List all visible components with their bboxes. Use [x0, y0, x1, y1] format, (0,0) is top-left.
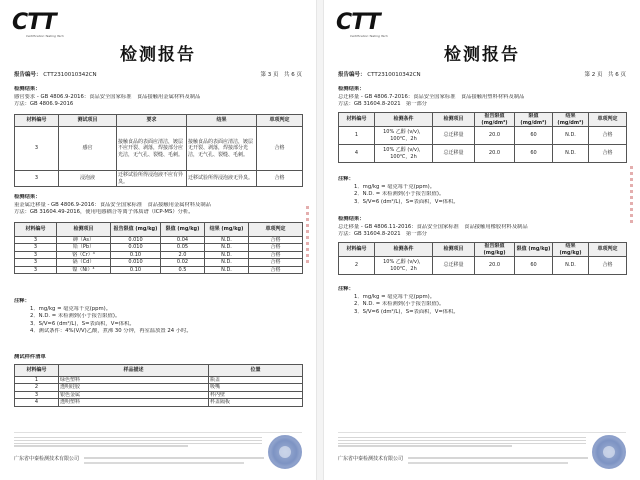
- parts-list-section: [14, 354, 302, 362]
- table-cell: 3: [15, 259, 57, 266]
- table-cell: N.D.: [553, 127, 589, 145]
- sensory-table: [14, 114, 303, 187]
- col-header: 限值 (mg/dm²): [515, 113, 553, 127]
- plastic-migration-table: [338, 112, 627, 163]
- table-cell: 合格: [257, 171, 303, 187]
- note-item: 2．N.D. = 未检测到(小于报告限值)。: [30, 313, 121, 320]
- table-cell: 0.05: [161, 244, 205, 251]
- table-cell: 3: [15, 244, 57, 251]
- table-cell: N.D.: [205, 251, 249, 258]
- note-item: 4．测试条件：4%(V/V)乙酸，煮沸 30 分钟，再室温放置 24 小时。: [30, 328, 192, 335]
- certification-seal-icon: [268, 435, 302, 469]
- notes-heading: 注释：: [338, 286, 354, 292]
- table-header-row: [339, 113, 627, 127]
- table-cell: 浸泡液: [59, 171, 117, 187]
- note-item: 1．mg/kg = 毫克每千克(ppm)。: [354, 183, 436, 190]
- table-cell: 铬（Cr）⁴: [57, 251, 111, 258]
- note-item: 3．S/V=6 (dm²/L)，S=表面积，V=体积。: [354, 198, 459, 205]
- col-header: 测试项目: [59, 115, 117, 127]
- col-header: 报告限值 (mg/kg): [111, 223, 161, 237]
- table-cell: 总迁移量: [433, 145, 475, 163]
- col-header: 检测条件: [375, 113, 433, 127]
- table-cell: N.D.: [205, 266, 249, 273]
- table-cell: 合格: [589, 257, 627, 275]
- table-cell: 吸嘴: [209, 384, 303, 391]
- method-line: 方法：GB 31604.49-2016，使用电感耦合等离子体质谱（ICP-MS）分析。: [14, 209, 194, 216]
- method-line: 方法：GB 31604.8-2021 第一部分: [338, 101, 428, 108]
- logo-tagline: Certification Testing Tech: [26, 34, 64, 38]
- page-gutter: [316, 0, 324, 480]
- table-cell: 迁移试验所得浸泡液不应有异臭。: [117, 171, 187, 187]
- col-header: 限值 (mg/kg): [161, 223, 205, 237]
- table-cell: 10% 乙醇 (v/v)，100℃，2h: [375, 257, 433, 275]
- table-row: [339, 257, 627, 275]
- logo-tagline: Certification Testing Tech: [350, 34, 388, 38]
- table-cell: 0.010: [111, 237, 161, 244]
- report-meta: [338, 70, 626, 80]
- report-number: [338, 70, 421, 78]
- notes-section: [14, 298, 302, 336]
- table-cell: 3: [15, 127, 59, 171]
- logo-text: CTT: [12, 10, 56, 35]
- section-heading: 检测结果：: [338, 216, 365, 222]
- table-cell: 4: [15, 399, 59, 406]
- table-row: [15, 266, 303, 273]
- report-meta: [14, 70, 302, 80]
- table-row: [15, 399, 303, 406]
- table-cell: 3: [15, 237, 57, 244]
- notes-heading: 注释：: [14, 298, 30, 304]
- table-cell: 合格: [589, 145, 627, 163]
- table-cell: 60: [515, 257, 553, 275]
- note-item: 1．mg/kg = 毫克每千克(ppm)。: [30, 305, 112, 312]
- table-cell: 迁移试验所得浸泡液无异臭。: [187, 171, 257, 187]
- table-row: [15, 391, 303, 398]
- standard-line: 感官要求 - GB 4806.9-2016：食品安全国家标准 食品接触用金属材料及制品: [14, 93, 201, 100]
- table-row: [15, 127, 303, 171]
- table-cell: 总迁移量: [433, 127, 475, 145]
- col-header: 位置: [209, 365, 303, 377]
- table-row: [15, 384, 303, 391]
- table-cell: 0.010: [111, 244, 161, 251]
- col-header: 检测项目: [57, 223, 111, 237]
- note-item: 3．S/V=6 (dm²/L)，S=表面积，V=体积。: [30, 320, 135, 327]
- report-page-2: [328, 6, 636, 474]
- table-cell: 0.04: [161, 237, 205, 244]
- table-row: [339, 127, 627, 145]
- rubber-migration-section: [338, 216, 626, 239]
- col-header: 检测条件: [375, 243, 433, 257]
- table-row: [15, 377, 303, 384]
- table-cell: 3: [15, 391, 59, 398]
- table-cell: 3: [15, 251, 57, 258]
- parts-table: [14, 364, 303, 407]
- col-header: 材料编号: [15, 223, 57, 237]
- report-number-value: CTT2310010342CN: [367, 72, 421, 78]
- standard-line: 总迁移量 - GB 4806.11-2016：食品安全国家标准 食品接触用橡胶材料及制品: [338, 223, 528, 230]
- col-header: 单项判定: [249, 223, 303, 237]
- table-cell: 接触食品的表面应清洁，镀层不应开裂、剥落，焊接部分应光洁，无气孔、裂缝、毛刺。: [117, 127, 187, 171]
- page-title: 检测报告: [120, 45, 196, 65]
- table-cell: 60: [515, 145, 553, 163]
- rubber-migration-table: [338, 242, 627, 275]
- standard-line: 总迁移量 - GB 4806.7-2016：食品安全国家标准 食品接触用塑料材料及制品: [338, 93, 525, 100]
- seal-stamp-strip: [306, 206, 309, 266]
- table-cell: 镍（Ni）⁴: [57, 266, 111, 273]
- note-item: 1．mg/kg = 毫克每千克(ppm)。: [354, 293, 436, 300]
- notes-section: [338, 176, 626, 206]
- table-cell: 绿色塑料: [59, 377, 209, 384]
- method-line: 方法：GB 31604.8-2021 第一部分: [338, 231, 428, 238]
- table-cell: 3: [15, 266, 57, 273]
- table-cell: 透明塑料: [59, 399, 209, 406]
- section-heading: 检测结果：: [338, 86, 365, 92]
- footer-fine-print: [14, 437, 262, 449]
- table-cell: 10% 乙醇 (v/v)，100℃，2h: [375, 127, 433, 145]
- page-indicator: 第 3 页 共 6 页: [260, 72, 302, 78]
- table-cell: 4: [339, 145, 375, 163]
- notes-heading: 注释：: [338, 176, 354, 182]
- table-cell: 1: [15, 377, 59, 384]
- parts-heading: 测试样件清单: [14, 354, 46, 360]
- table-row: [15, 237, 303, 244]
- footer-contact: [84, 457, 264, 459]
- note-item: 2．N.D. = 未检测到(小于报告限值)。: [354, 301, 445, 308]
- report-number-value: CTT2310010342CN: [43, 72, 97, 78]
- standard-line: 重金属迁移量 - GB 4806.9-2016：食品安全国家标准 食品接触用金属材料及制品: [14, 201, 211, 208]
- sensory-section: [14, 86, 302, 109]
- table-cell: 20.0: [475, 145, 515, 163]
- table-header-row: [15, 365, 303, 377]
- table-cell: N.D.: [553, 145, 589, 163]
- certification-seal-icon: [592, 435, 626, 469]
- table-cell: 铅（Pb）: [57, 244, 111, 251]
- col-header: 结果 (mg/kg): [205, 223, 249, 237]
- col-header: 材料编号: [339, 243, 375, 257]
- report-number-label: 报告编号：: [14, 72, 42, 78]
- report-number-label: 报告编号：: [338, 72, 366, 78]
- table-cell: N.D.: [205, 237, 249, 244]
- table-row: [15, 244, 303, 251]
- table-cell: N.D.: [553, 257, 589, 275]
- col-header: 材料编号: [15, 365, 59, 377]
- footer-company: 广东省中秦检测技术有限公司: [14, 456, 80, 462]
- heavy-metal-section: [14, 194, 302, 217]
- table-cell: 20.0: [475, 257, 515, 275]
- col-header: 报告限值 (mg/kg): [475, 243, 515, 257]
- table-cell: 合格: [249, 266, 303, 273]
- col-header: 材料编号: [15, 115, 59, 127]
- table-cell: 合格: [589, 127, 627, 145]
- col-header: 检测项目: [433, 113, 475, 127]
- table-cell: 0.10: [111, 251, 161, 258]
- table-cell: 1: [339, 127, 375, 145]
- col-header: 结果 (mg/dm²): [553, 113, 589, 127]
- page-indicator: 第 2 页 共 6 页: [584, 72, 626, 78]
- table-row: [15, 171, 303, 187]
- col-header: 要求: [117, 115, 187, 127]
- col-header: 单项判定: [589, 113, 627, 127]
- table-cell: 0.10: [111, 266, 161, 273]
- page-title: 检测报告: [444, 45, 520, 65]
- table-cell: 镉（Cd）: [57, 259, 111, 266]
- table-header-row: [15, 115, 303, 127]
- table-header-row: [339, 243, 627, 257]
- report-page-3: [4, 6, 312, 474]
- table-cell: N.D.: [205, 259, 249, 266]
- col-header: 单项判定: [589, 243, 627, 257]
- table-cell: 60: [515, 127, 553, 145]
- section-heading: 检测结果：: [14, 86, 41, 92]
- col-header: 报告限值 (mg/dm²): [475, 113, 515, 127]
- notes-section: [338, 286, 626, 316]
- col-header: 结果 (mg/kg): [553, 243, 589, 257]
- seal-stamp-strip: [630, 166, 633, 226]
- table-cell: 接触食品的表面应清洁，镀层无开裂、剥落，焊接部分光洁，无气孔、裂缝、毛刺。: [187, 127, 257, 171]
- table-cell: 砷（As）: [57, 237, 111, 244]
- table-cell: 3: [15, 171, 59, 187]
- table-cell: 银色金属: [59, 391, 209, 398]
- col-header: 限值 (mg/kg): [515, 243, 553, 257]
- ctt-logo: [12, 10, 76, 38]
- footer-company: 广东省中秦检测技术有限公司: [338, 456, 404, 462]
- col-header: 结果: [187, 115, 257, 127]
- footer-contact: [84, 462, 244, 464]
- table-cell: N.D.: [205, 244, 249, 251]
- table-cell: 20.0: [475, 127, 515, 145]
- footer-fine-print: [338, 437, 586, 449]
- table-cell: 2: [339, 257, 375, 275]
- table-cell: 2.0: [161, 251, 205, 258]
- table-cell: 0.5: [161, 266, 205, 273]
- col-header: 单项判定: [257, 115, 303, 127]
- col-header: 检测项目: [433, 243, 475, 257]
- table-row: [15, 259, 303, 266]
- table-cell: 合格: [249, 259, 303, 266]
- table-cell: 2: [15, 384, 59, 391]
- table-cell: 合格: [257, 127, 303, 171]
- table-cell: 总迁移量: [433, 257, 475, 275]
- table-cell: 0.010: [111, 259, 161, 266]
- table-row: [339, 145, 627, 163]
- table-cell: 合格: [249, 244, 303, 251]
- table-row: [15, 251, 303, 258]
- ctt-logo: [336, 10, 400, 38]
- table-cell: 透明硅胶: [59, 384, 209, 391]
- report-number: [14, 70, 97, 78]
- table-cell: 10% 乙醇 (v/v)，100℃，2h: [375, 145, 433, 163]
- col-header: 材料编号: [339, 113, 375, 127]
- heavy-metal-table: [14, 222, 303, 274]
- footer-contact: [408, 462, 568, 464]
- page-footer: [338, 432, 626, 470]
- table-cell: 杯盖隔板: [209, 399, 303, 406]
- table-cell: 合格: [249, 251, 303, 258]
- table-cell: 感官: [59, 127, 117, 171]
- note-item: 3．S/V=6 (dm²/L)，S=表面积，V=体积。: [354, 308, 459, 315]
- table-cell: 瓶盖: [209, 377, 303, 384]
- method-line: 方法：GB 4806.9-2016: [14, 101, 74, 108]
- col-header: 样品描述: [59, 365, 209, 377]
- table-cell: 杯内壁: [209, 391, 303, 398]
- page-footer: [14, 432, 302, 470]
- table-cell: 0.02: [161, 259, 205, 266]
- section-heading: 检测结果：: [14, 194, 41, 200]
- plastic-migration-section: [338, 86, 626, 109]
- table-header-row: [15, 223, 303, 237]
- table-cell: 合格: [249, 237, 303, 244]
- logo-text: CTT: [336, 10, 380, 35]
- footer-contact: [408, 457, 588, 459]
- note-item: 2．N.D. = 未检测到(小于报告限值)。: [354, 191, 445, 198]
